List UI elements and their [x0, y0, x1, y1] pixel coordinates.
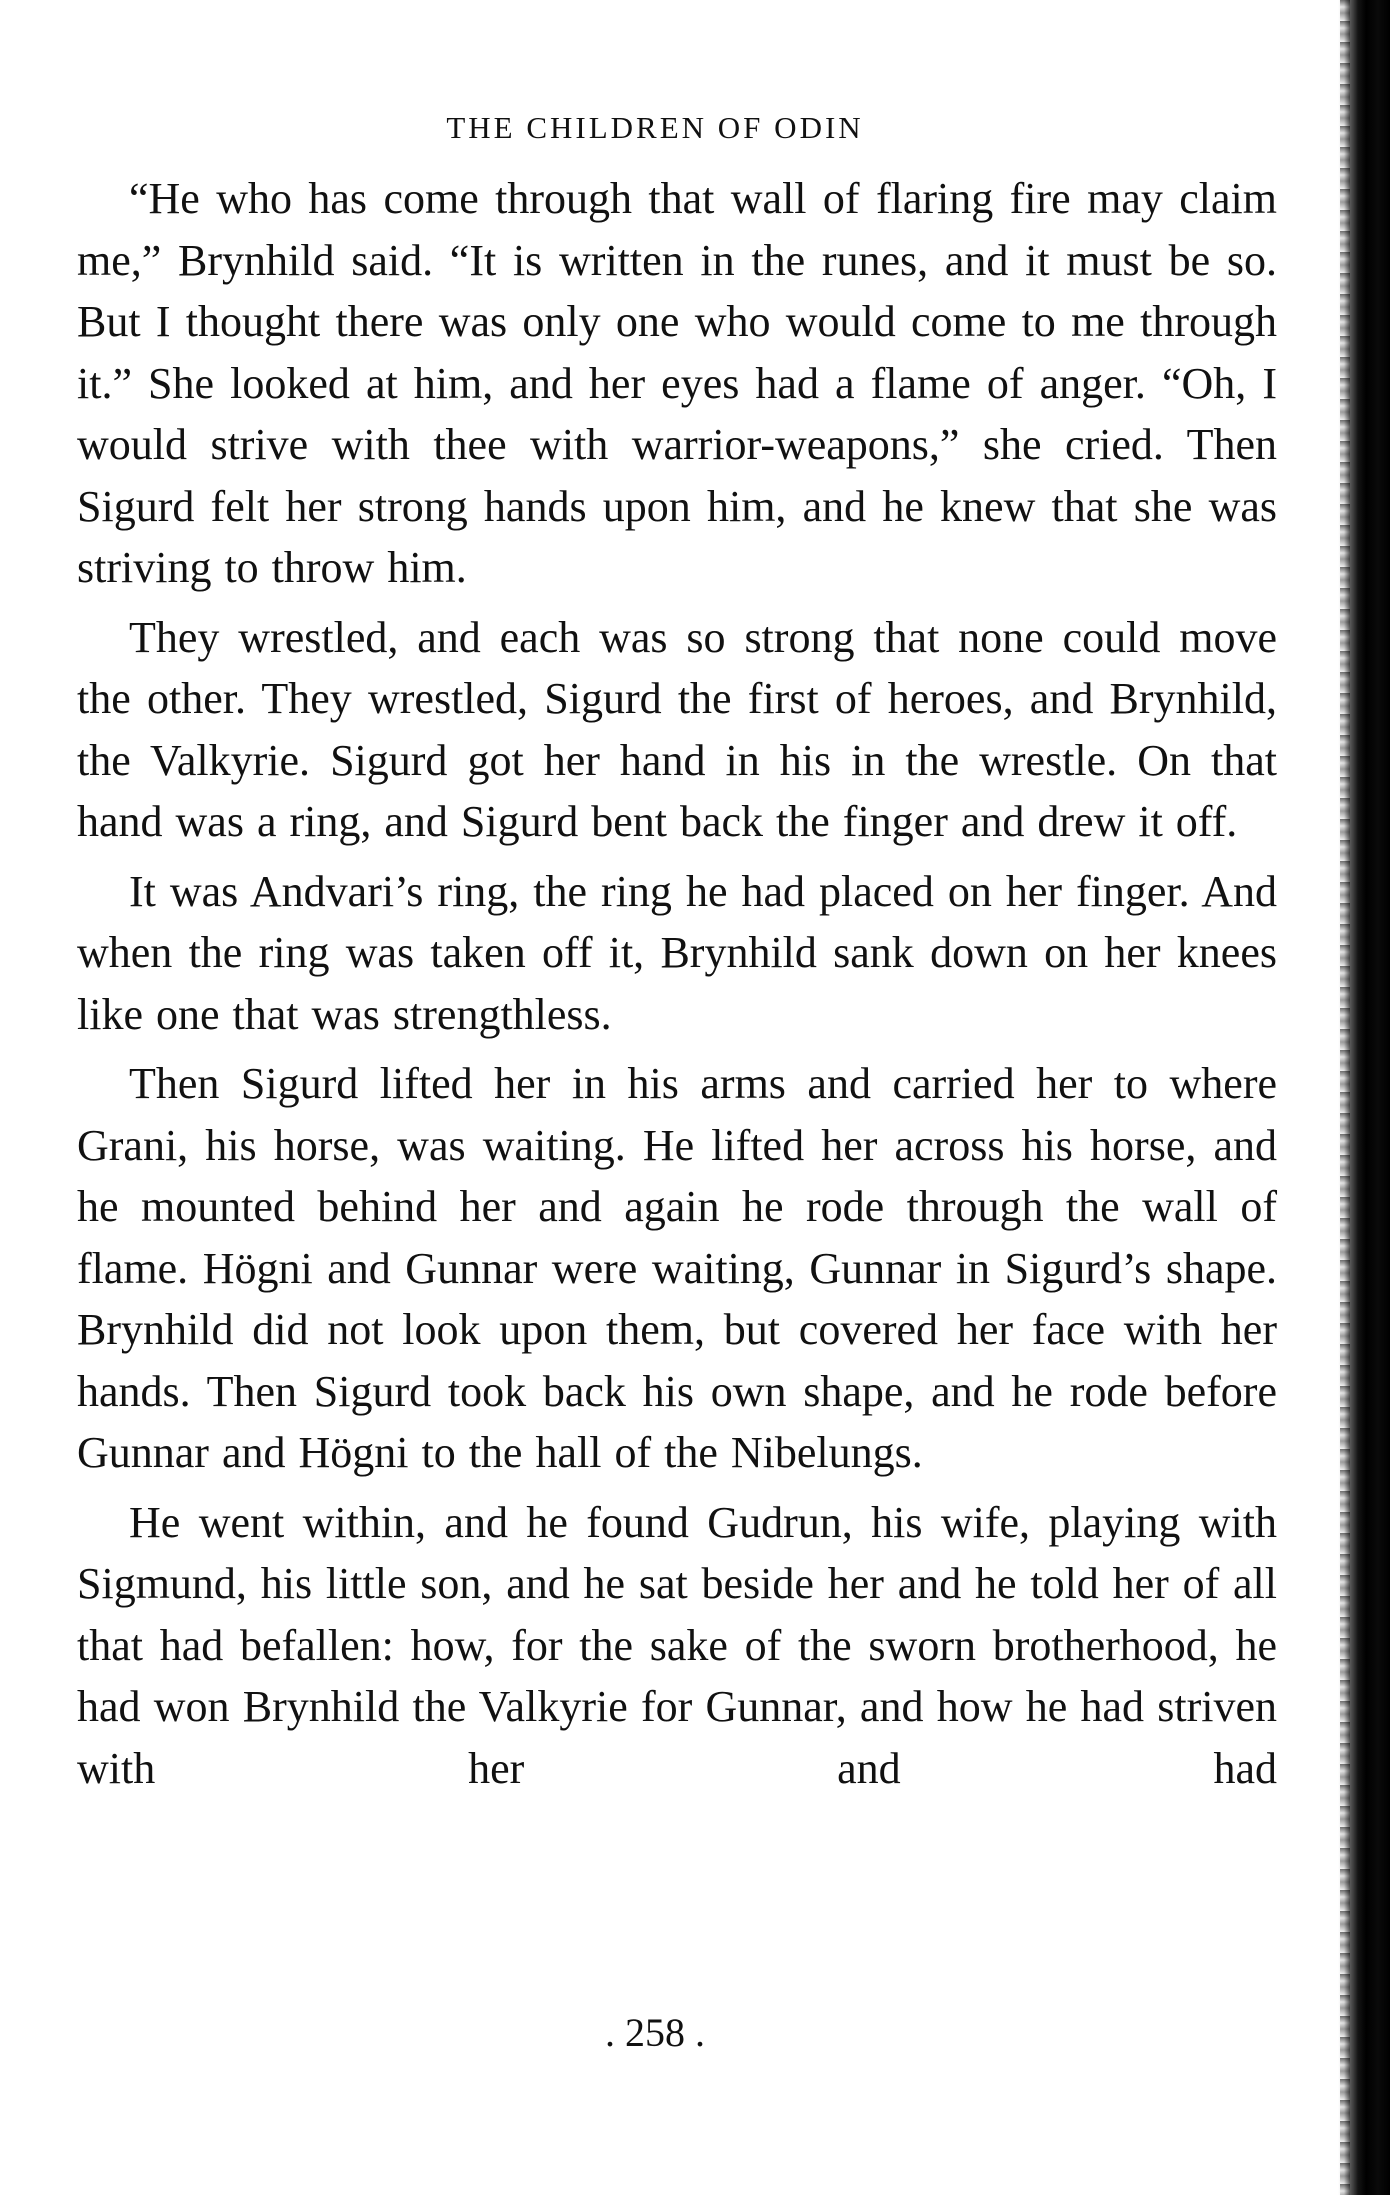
page-number: . 258 . [605, 2010, 705, 2055]
paragraph-1: “He who has come through that wall of flaring fire may claim me,” Brynhild said. “It is written in the runes, and it must be so. But I thought there was only one who would come to me through it.” She looked at him, and her eyes had a flame of anger. “Oh, I would strive with thee with warrior-weapons,” she cried. Then Sigurd felt her strong hands upon him, and he knew that she was striving to throw him. [77, 174, 1277, 592]
body-text [77, 168, 1277, 1807]
paragraph-5: He went within, and he found Gudrun, his wife, playing with Sigmund, his little son, and he sat beside her and he told her of all that had befallen: how, for the sake of the sworn brotherhood, he had won Brynhild the Valkyrie for Gunnar, and how he had striven with her and had [77, 1497, 1277, 1793]
running-head: THE CHILDREN OF ODIN [446, 110, 864, 145]
paragraph-2: They wrestled, and each was so strong that none could move the other. They wrestled, Sigurd the first of heroes, and Brynhild, the Valkyrie. Sigurd got her hand in his in the wrestle. On that hand was a ring, and Sigurd bent back the finger and drew it off. [77, 612, 1277, 846]
paragraph-4: Then Sigurd lifted her in his arms and carried her to where Grani, his horse, was waiting. He lifted her across his horse, and he mounted behind her and again he rode through the wall of flame. Högni and Gunnar were waiting, Gunnar in Sigurd’s shape. Brynhild did not look upon them, but covered her face with her hands. Then Sigurd took back his own shape, and he rode before Gunnar and Högni to the hall of the Nibelungs. [77, 1059, 1277, 1477]
paragraph-3: It was Andvari’s ring, the ring he had placed on her finger. And when the ring was taken off it, Brynhild sank down on her knees like one that was strengthless. [77, 866, 1277, 1039]
page-binding-edge [1338, 0, 1390, 2195]
